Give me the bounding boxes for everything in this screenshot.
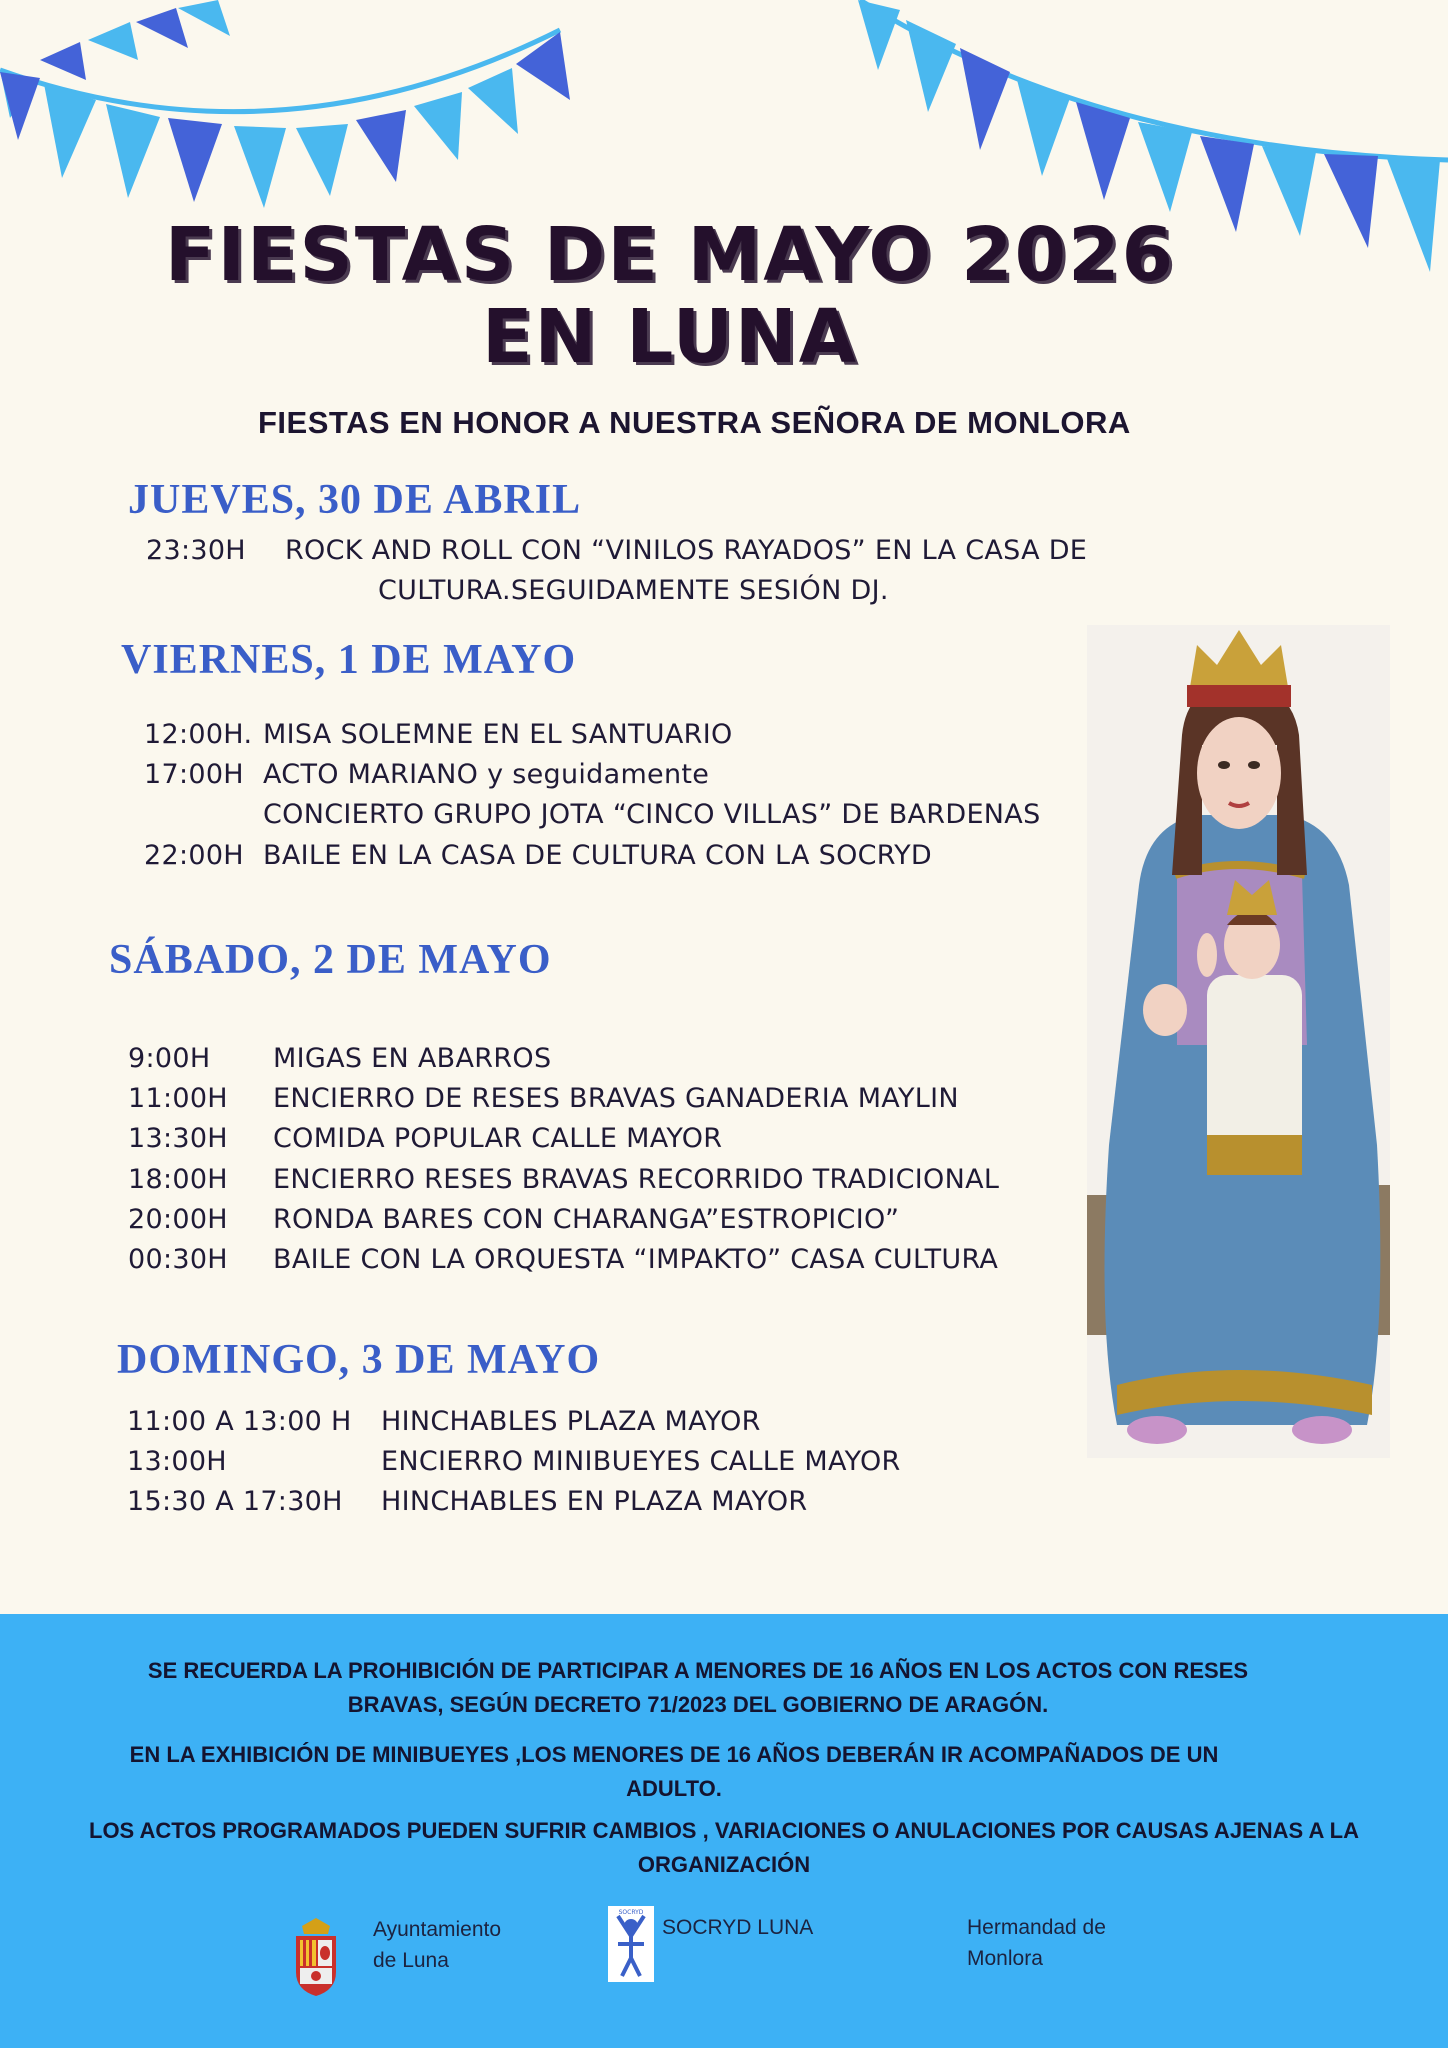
notice-line: ORGANIZACIÓN <box>637 1852 811 1877</box>
event-text: MIGAS EN ABARROS <box>273 1043 552 1074</box>
event-text: ENCIERRO RESES BRAVAS RECORRIDO TRADICIONAL <box>273 1164 1000 1195</box>
event-text: MISA SOLEMNE EN EL SANTUARIO <box>263 719 733 750</box>
coat-of-arms-icon <box>292 1918 340 1996</box>
event-time: 9:00H <box>128 1043 211 1074</box>
event-time: 20:00H <box>128 1204 228 1235</box>
event-time: 23:30H <box>146 535 246 566</box>
logo-ayuntamiento-line1: Ayuntamiento <box>373 1918 502 1941</box>
event-time: 13:00H <box>127 1446 227 1477</box>
notice-line: ADULTO. <box>626 1776 722 1801</box>
notice-line: SE RECUERDA LA PROHIBICIÓN DE PARTICIPAR A MENORES DE 16 AÑOS EN LOS ACTOS CON RESES <box>147 1658 1249 1683</box>
main-title-line2: EN LUNA <box>481 294 859 380</box>
day-heading-jueves: JUEVES, 30 DE ABRIL <box>128 477 582 523</box>
notice-line: LOS ACTOS PROGRAMADOS PUEDEN SUFRIR CAMBIOS , VARIACIONES O ANULACIONES POR CAUSAS AJENAS A LA <box>89 1818 1359 1843</box>
event-time: 11:00 A 13:00 H <box>127 1406 352 1437</box>
event-time: 18:00H <box>128 1164 228 1195</box>
day-heading-viernes: VIERNES, 1 DE MAYO <box>121 637 577 683</box>
event-text-continued: CONCIERTO GRUPO JOTA “CINCO VILLAS” DE BARDENAS <box>263 799 1041 830</box>
event-time: 17:00H <box>144 759 244 790</box>
event-text: ROCK AND ROLL CON “VINILOS RAYADOS” EN LA CASA DE <box>285 535 1088 566</box>
virgin-statue-image <box>1087 625 1390 1458</box>
event-time: 15:30 A 17:30H <box>127 1486 343 1517</box>
event-text: ENCIERRO DE RESES BRAVAS GANADERIA MAYLIN <box>273 1083 959 1114</box>
event-text: HINCHABLES EN PLAZA MAYOR <box>381 1486 808 1517</box>
socryd-mark-text: SOCRYD <box>618 1909 644 1916</box>
event-text: BAILE EN LA CASA DE CULTURA CON LA SOCRYD <box>263 840 933 871</box>
logo-ayuntamiento-text <box>373 1914 501 1976</box>
subtitle: FIESTAS EN HONOR A NUESTRA SEÑORA DE MONLORA <box>258 405 1131 440</box>
logo-hermandad-line2: Monlora <box>967 1947 1043 1970</box>
event-time: 22:00H <box>144 840 244 871</box>
day-heading-sabado: SÁBADO, 2 DE MAYO <box>109 937 552 983</box>
event-time: 12:00H. <box>144 719 253 750</box>
main-title-line1: FIESTAS DE MAYO 2026 <box>164 212 1176 298</box>
logo-ayuntamiento-line2: de Luna <box>373 1949 449 1972</box>
event-text: ACTO MARIANO y seguidamente <box>263 759 710 790</box>
notice-line: BRAVAS, SEGÚN DECRETO 71/2023 DEL GOBIERNO DE ARAGÓN. <box>347 1692 1049 1717</box>
socryd-logo-icon <box>608 1906 654 1982</box>
logo-socryd-text: SOCRYD LUNA <box>662 1916 814 1939</box>
event-time: 11:00H <box>128 1083 228 1114</box>
event-time: 00:30H <box>128 1244 228 1275</box>
event-text: COMIDA POPULAR CALLE MAYOR <box>273 1123 723 1154</box>
event-text: RONDA BARES CON CHARANGA”ESTROPICIO” <box>273 1204 900 1235</box>
logo-hermandad-text <box>967 1912 1106 1974</box>
event-text: BAILE CON LA ORQUESTA “IMPAKTO” CASA CULTURA <box>273 1244 999 1275</box>
event-text: ENCIERRO MINIBUEYES CALLE MAYOR <box>381 1446 901 1477</box>
day-heading-domingo: DOMINGO, 3 DE MAYO <box>117 1337 601 1383</box>
event-text: HINCHABLES PLAZA MAYOR <box>381 1406 761 1437</box>
event-time: 13:30H <box>128 1123 228 1154</box>
event-text-continued: CULTURA.SEGUIDAMENTE SESIÓN DJ. <box>378 575 889 606</box>
logo-hermandad-line1: Hermandad de <box>967 1916 1106 1939</box>
notice-line: EN LA EXHIBICIÓN DE MINIBUEYES ,LOS MENORES DE 16 AÑOS DEBERÁN IR ACOMPAÑADOS DE UN <box>129 1742 1219 1767</box>
